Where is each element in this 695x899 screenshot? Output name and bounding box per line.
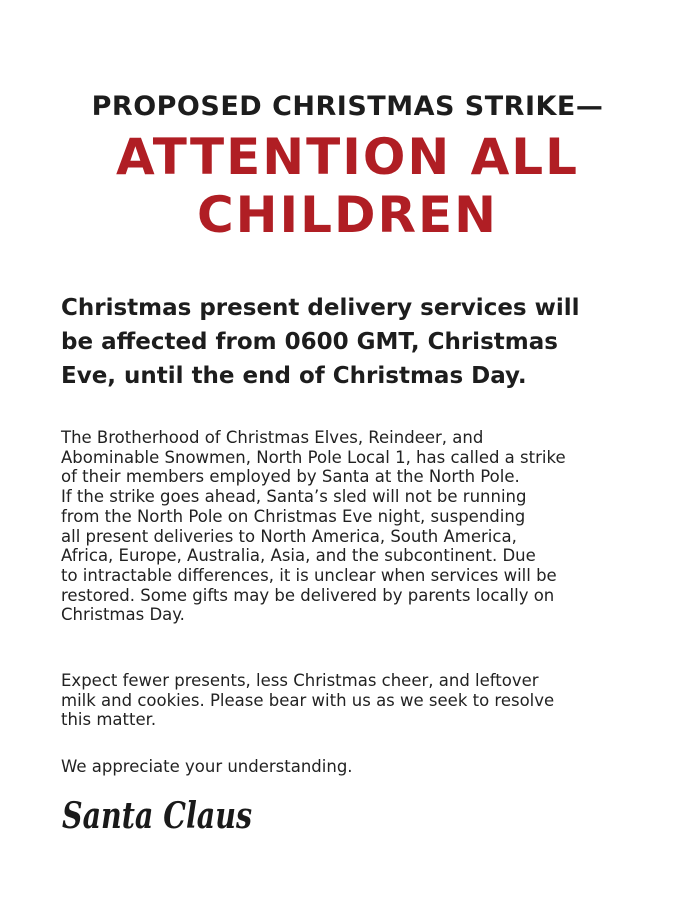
santa-claus-signature [60,784,300,844]
paragraph-line: Expect fewer presents, less Christmas cheer, and leftover [61,671,539,690]
lead-line-2: be affected from 0600 GMT, Christmas [61,329,558,355]
signature-text: Santa Claus [62,795,252,837]
paragraph-line: all present deliveries to North America, South America, [61,526,517,546]
paragraph-line: restored. Some gifts may be delivered by parents locally on [61,585,555,605]
paragraph-line: If the strike goes ahead, Santa’s sled will not be running [61,487,527,507]
paragraph-line: Christmas Day. [61,605,185,625]
notice-headline [0,128,695,244]
paragraph-line: Abominable Snowmen, North Pole Local 1, has called a strike [61,447,566,467]
headline-line-1: ATTENTION ALL [115,128,580,186]
paragraph-line: this matter. [61,710,157,730]
headline-line-2: CHILDREN [196,186,498,244]
paragraph-line: to intractable differences, it is unclear when services will be [61,565,557,585]
strike-details-paragraph [61,428,651,625]
lead-line-3: Eve, until the end of Christmas Day. [61,363,527,389]
paragraph-line: The Brotherhood of Christmas Elves, Reindeer, and [61,428,484,447]
paragraph-line: from the North Pole on Christmas Eve night, suspending [61,506,526,526]
expectations-paragraph [61,671,651,730]
paragraph-line: of their members employed by Santa at the North Pole. [61,467,520,487]
paragraph-line: milk and cookies. Please bear with us as we seek to resolve [61,690,555,710]
notice-kicker: PROPOSED CHRISTMAS STRIKE— [91,91,604,122]
lead-statement [61,291,661,393]
lead-line-1: Christmas present delivery services will [61,295,580,321]
paragraph-line: Africa, Europe, Australia, Asia, and the subcontinent. Due [61,546,536,566]
closing-line: We appreciate your understanding. [61,757,353,776]
